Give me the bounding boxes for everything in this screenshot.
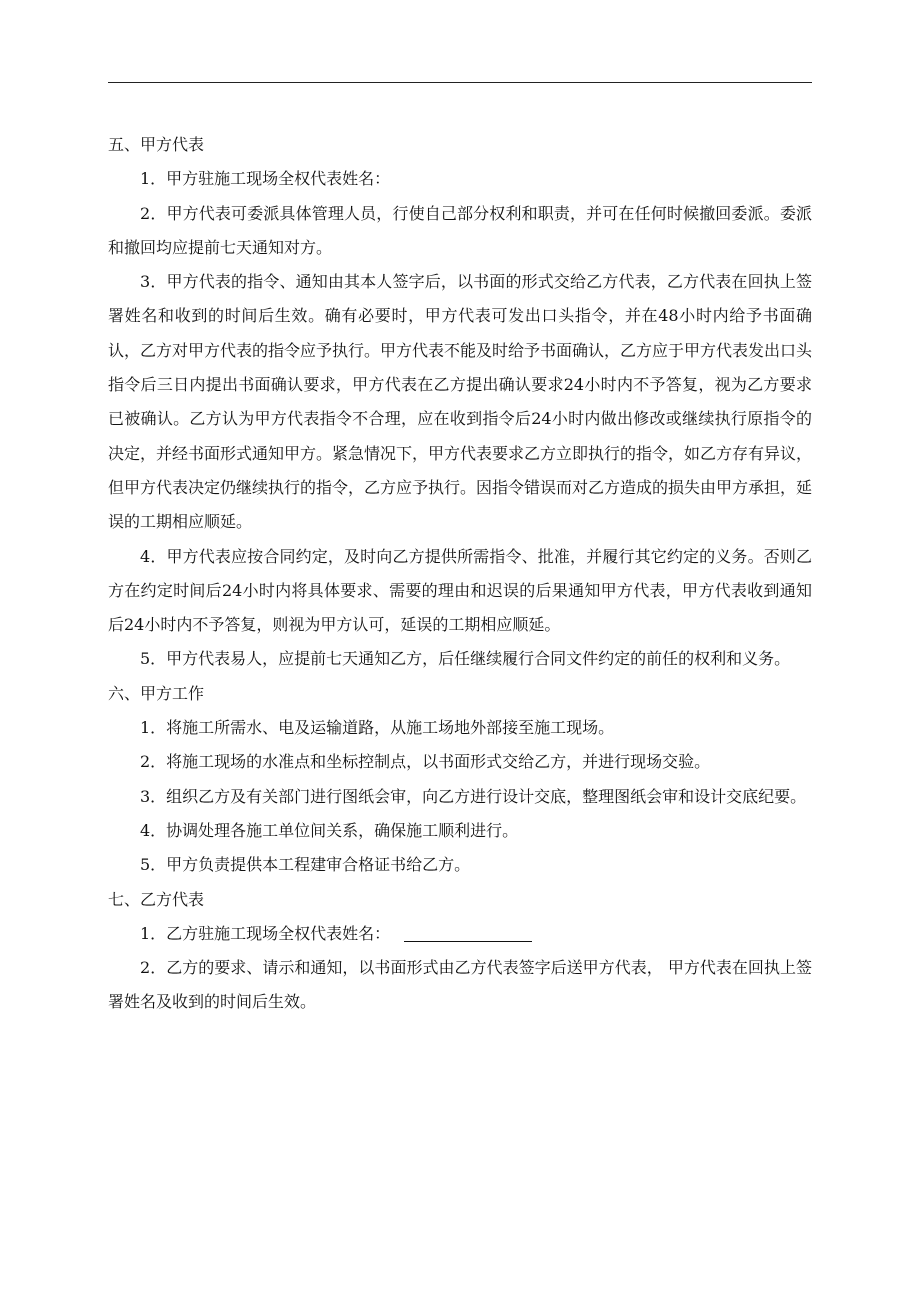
header-rule	[108, 82, 812, 83]
clause-a-work-drawing-review: 3．组织乙方及有关部门进行图纸会审，向乙方进行设计交底，整理图纸会审和设计交底纪要。	[140, 786, 807, 806]
clause-a-work-certificate: 5．甲方负责提供本工程建审合格证书给乙方。	[140, 855, 471, 875]
document-body	[108, 128, 812, 1020]
clause-a-rep-delegation: 2．甲方代表可委派具体管理人员，行使自己部分权利和职责，并可在任何时候撤回委派。委派和撤回均应提前七天通知对方。	[108, 203, 812, 257]
section-heading-party-b-representative: 七、乙方代表	[108, 889, 205, 909]
name-fill-blank[interactable]	[404, 940, 532, 942]
clause-a-work-survey-points: 2．将施工现场的水准点和坐标控制点，以书面形式交给乙方，并进行现场交验。	[140, 752, 711, 772]
clause-a-rep-name: 1．甲方驻施工现场全权代表姓名：	[140, 169, 391, 189]
clause-a-work-utilities: 1．将施工所需水、电及运输道路，从施工场地外部接至施工现场。	[140, 718, 615, 738]
clause-a-rep-obligations: 4．甲方代表应按合同约定，及时向乙方提供所需指令、批准，并履行其它约定的义务。否则乙方在约定时间后24小时内将具体要求、需要的理由和迟误的后果通知甲方代表，甲方代表收到通知后24小时内不予答复，则视为甲方认可，延误的工期相应顺延。	[108, 546, 812, 635]
clause-b-rep-name-line	[108, 917, 812, 951]
clause-a-rep-replacement: 5．甲方代表易人，应提前七天通知乙方，后任继续履行合同文件约定的前任的权利和义务。	[140, 649, 791, 669]
clause-b-rep-name: 1．乙方驻施工现场全权代表姓名：	[140, 923, 391, 943]
clause-a-work-coordination: 4．协调处理各施工单位间关系，确保施工顺利进行。	[140, 820, 519, 840]
section-heading-party-a-work: 六、甲方工作	[108, 683, 205, 703]
clause-a-rep-instructions: 3．甲方代表的指令、通知由其本人签字后，以书面的形式交给乙方代表，乙方代表在回执上签署姓名和收到的时间后生效。确有必要时，甲方代表可发出口头指令，并在48小时内给予书面确认，乙方对甲方代表的指令应予执行。甲方代表不能及时给予书面确认，乙方应于甲方代表发出口头指令后三日内提出书面确认要求，甲方代表在乙方提出确认要求24小时内不予答复，视为乙方要求已被确认。乙方认为甲方代表指令不合理，应在收到指令后24小时内做出修改或继续执行原指令的决定，并经书面形式通知甲方。紧急情况下，甲方代表要求乙方立即执行的指令，如乙方存有异议，但甲方代表决定仍继续执行的指令，乙方应予执行。因指令错误而对乙方造成的损失由甲方承担，延误的工期相应顺延。	[108, 272, 813, 532]
section-heading-party-a-representative: 五、甲方代表	[108, 135, 205, 154]
clause-b-rep-requests: 2．乙方的要求、请示和通知，以书面形式由乙方代表签字后送甲方代表， 甲方代表在回执上签署姓名及收到的时间后生效。	[108, 958, 812, 1012]
